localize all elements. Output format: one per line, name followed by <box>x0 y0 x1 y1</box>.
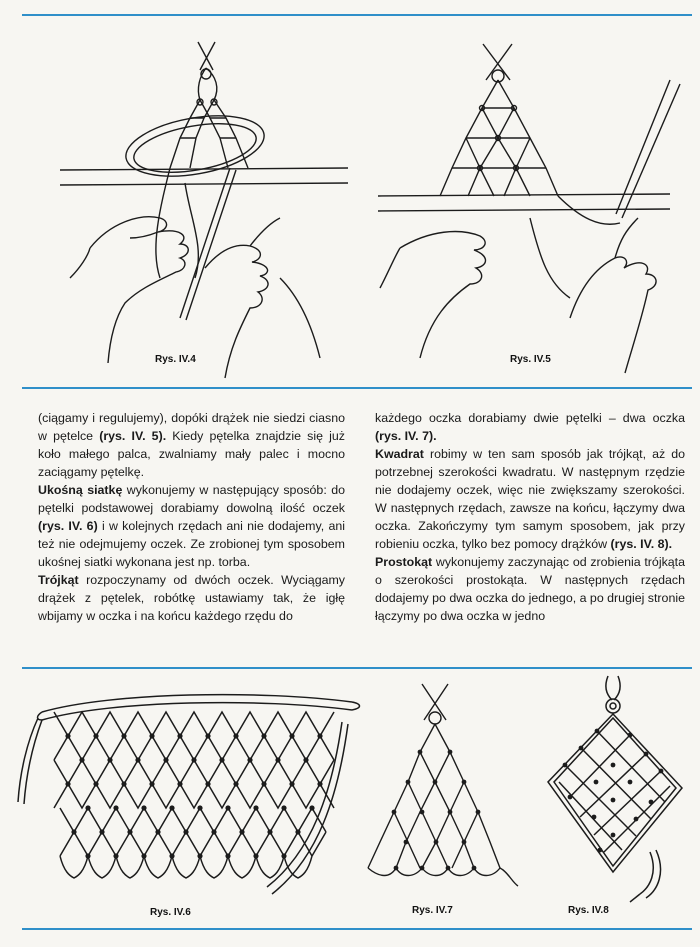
figure-iv6-drawing <box>12 672 372 924</box>
term-trojkat: Trójkąt <box>38 573 79 587</box>
figure-iv5-drawing <box>370 18 690 383</box>
figure-caption-iv7: Rys. IV.7 <box>412 905 453 916</box>
left-paragraph-2: Ukośną siatkę wykonujemy w następujący sposób: do pętelki podstawowej dorabiamy dowolną ilość oczek (rys. IV. 6) i w kolejnych rzędach ani nie dodajemy, ani też nie odejmujemy oczek. Ze zrobionej tym sposobem ukośnej siatki wykonana jest np. torba. <box>38 483 345 569</box>
left-paragraph-1: (ciągamy i regulujemy), dopóki drążek nie siedzi ciasno w pętelce (rys. IV. 5). Kiedy pętelka znajdzie się już koło małego palca, zwalniamy mały palec i mocno zaciągamy pętelkę. <box>38 411 345 479</box>
bottom-rule <box>22 928 692 930</box>
figure-iv4 <box>30 18 350 383</box>
figure-caption-iv8: Rys. IV.8 <box>568 905 609 916</box>
term-prostokat: Prostokąt <box>375 555 433 569</box>
term-kwadrat: Kwadrat <box>375 447 424 461</box>
right-paragraph-2: Kwadrat robimy w ten sam sposób jak trójkąt, aż do potrzebnej szerokości kwadratu. W następnym rzędzie nie dodajemy oczek, więc nie zwiększamy szerokości. W następnych rzędach, zawsze na końcu, łączymy dwa oczka. Zakończymy tym samym sposobem, jak przy robieniu oczka, tylko bez pomocy drążków (rys. IV. 8). <box>375 447 685 551</box>
top-rule <box>22 14 692 16</box>
figure-caption-iv6: Rys. IV.6 <box>150 907 191 918</box>
figure-iv8 <box>530 672 695 907</box>
rule-below-figures-top <box>22 387 692 389</box>
term-ukosna-siatka: Ukośną siatkę <box>38 483 123 497</box>
figure-iv7-drawing <box>350 672 520 907</box>
figure-reference: (rys. IV. 5). <box>99 429 167 443</box>
figure-iv6 <box>12 672 372 924</box>
figure-caption-iv4: Rys. IV.4 <box>155 354 196 365</box>
figure-iv4-drawing <box>30 18 350 383</box>
figure-reference: (rys. IV. 8). <box>610 537 673 551</box>
left-paragraph-3: Trójkąt rozpoczynamy od dwóch oczek. Wyciągamy drążek z pętelek, robótkę ustawiamy tak, że igłę wbijamy w oczka i na końcu każdego rzędu do <box>38 573 345 623</box>
right-paragraph-3: Prostokąt wykonujemy zaczynając od zrobienia trójkąta o szerokości prostokąta. W następnych rzędach dodajemy po dwa oczka do jednego, a po drugiej stronie łączymy po dwa oczka w jedno <box>375 555 685 623</box>
figure-iv7 <box>350 672 520 907</box>
right-text-column <box>375 409 685 625</box>
figure-caption-iv5: Rys. IV.5 <box>510 354 551 365</box>
figure-iv8-drawing <box>530 672 695 907</box>
rule-above-figures-bottom <box>22 667 692 669</box>
right-paragraph-1: każdego oczka dorabiamy dwie pętelki – dwa oczka (rys. IV. 7). <box>375 411 685 443</box>
figure-reference: (rys. IV. 6) <box>38 519 98 533</box>
figure-reference: (rys. IV. 7). <box>375 429 437 443</box>
figure-iv5 <box>370 18 690 383</box>
left-text-column <box>38 409 345 625</box>
